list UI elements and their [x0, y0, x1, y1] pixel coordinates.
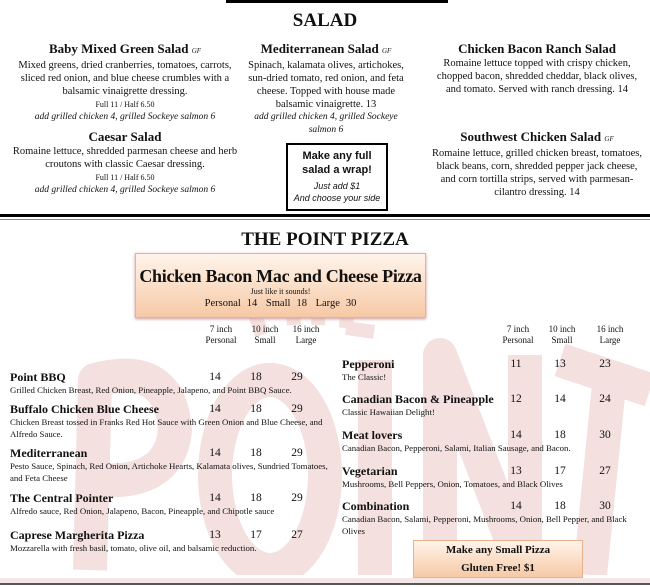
salad-item	[12, 129, 238, 197]
gf-badge: GF	[604, 135, 614, 143]
special-tagline: Just like it sounds!	[250, 287, 311, 296]
pizza-desc: Chicken Breast tossed in Franks Red Hot Sauce with Green Onion and Blue Cheese, and Alfredo Sauce.	[10, 417, 323, 439]
pizza-name: Pepperoni	[342, 357, 395, 371]
salad-item	[240, 41, 412, 137]
gluten-line1: Make any Small Pizza	[445, 544, 551, 556]
pizza-item	[342, 392, 642, 418]
pizza-price: 14	[209, 492, 221, 504]
pizza-name: Point BBQ	[10, 370, 66, 384]
size-name: Small	[254, 335, 276, 345]
pizza-price: 29	[291, 447, 303, 459]
salad-name: Baby Mixed Green Salad	[48, 41, 189, 56]
special-prices	[136, 297, 425, 310]
pizza-name: Caprese Margherita Pizza	[10, 528, 145, 542]
pizza-name: Vegetarian	[342, 464, 398, 478]
size-name: Personal	[205, 335, 237, 345]
pizza-desc: Mushrooms, Bell Peppers, Onion, Tomatoes, and Black Olives	[342, 479, 563, 489]
pizza-item	[10, 402, 335, 440]
salad-desc: Spinach, kalamata olives, artichokes, sun-dried tomato, red onion, and feta cheese. Topped with house made balsamic vinaigrette. 13	[248, 60, 404, 110]
wrap-callout	[286, 143, 388, 211]
pizza-price: 18	[250, 403, 262, 415]
salad-desc: Romaine lettuce, grilled chicken breast, tomatoes, black beans, corn, shredded pepper jack cheese, and corn tortilla strips, served with parmesan-cilantro dressing. 14	[432, 148, 642, 198]
footer-rule	[0, 583, 650, 585]
pizza-name: Canadian Bacon & Pineapple	[342, 392, 494, 406]
pizza-price: 18	[250, 492, 262, 504]
salad-name: Mediterranean Salad	[260, 41, 379, 56]
pizza-price: 14	[209, 403, 221, 415]
size-inches: 10 inch	[548, 324, 576, 334]
pizza-desc: Pesto Sauce, Spinach, Red Onion, Artichoke Hearts, Kalamata olives, Sundried Tomatoes, and Feta Cheese	[10, 461, 328, 483]
pizza-desc: The Classic!	[342, 372, 387, 382]
size-name: Small	[551, 335, 573, 345]
pizza-item	[10, 491, 335, 517]
pizza-price: 13	[510, 465, 522, 477]
pizza-price: 18	[554, 429, 566, 441]
pizza-name: Buffalo Chicken Blue Cheese	[10, 402, 160, 416]
price: 30	[345, 298, 357, 309]
size-name: Large	[295, 335, 317, 345]
size-header	[201, 324, 241, 346]
pizza-price: 18	[250, 447, 262, 459]
pizza-price: 14	[554, 393, 566, 405]
size-name: Large	[599, 335, 621, 345]
pizza-price: 17	[554, 465, 566, 477]
price: 14	[246, 298, 258, 309]
wrap-side: And choose your side	[293, 193, 381, 203]
pizza-price: 23	[599, 358, 611, 370]
pizza-price: 14	[510, 500, 522, 512]
section-divider	[0, 214, 650, 217]
pizza-heading: THE POINT PIZZA	[241, 229, 409, 250]
size-header	[245, 324, 285, 346]
pizza-price: 14	[510, 429, 522, 441]
salad-item	[432, 129, 642, 199]
wrap-title: Make any full salad a wrap!	[302, 150, 372, 176]
pizza-name: Mediterranean	[10, 446, 88, 460]
size-name: Personal	[502, 335, 534, 345]
pizza-desc: Mozzarella with fresh basil, tomato, olive oil, and balsamic reduction.	[10, 543, 257, 553]
section-divider-thin	[0, 219, 650, 220]
pizza-name: Combination	[342, 499, 410, 513]
size-header	[498, 324, 538, 346]
gluten-free-callout	[413, 540, 583, 578]
pizza-price: 14	[209, 371, 221, 383]
size-header	[286, 324, 326, 346]
size-inches: 7 inch	[506, 324, 530, 334]
pizza-price: 13	[209, 529, 221, 541]
salad-addon: add grilled chicken 4, grilled Sockeye salmon 6	[254, 112, 398, 135]
pizza-item	[342, 464, 642, 490]
pizza-desc: Grilled Chicken Breast, Red Onion, Pineapple, Jalapeno, and Point BBQ Sauce.	[10, 385, 292, 395]
size-label: Personal	[204, 298, 241, 309]
salad-name: Caesar Salad	[88, 129, 162, 144]
pizza-price: 17	[250, 529, 262, 541]
pizza-item	[10, 446, 335, 484]
price: 18	[296, 298, 307, 309]
special-pizza-banner	[135, 253, 426, 318]
size-inches: 16 inch	[596, 324, 624, 334]
size-inches: 16 inch	[292, 324, 320, 334]
size-header	[590, 324, 630, 346]
pizza-price: 27	[291, 529, 303, 541]
pizza-name: The Central Pointer	[10, 491, 114, 505]
pizza-desc: Classic Hawaiian Delight!	[342, 407, 435, 417]
wrap-price: Just add $1	[313, 181, 361, 191]
pizza-price: 18	[250, 371, 262, 383]
pizza-price: 24	[599, 393, 611, 405]
pizza-price: 18	[554, 500, 566, 512]
salad-desc: Romaine lettuce, shredded parmesan cheese and herb croutons with classic Caesar dressing.	[12, 146, 238, 170]
salad-size: Full 11 / Half 6.50	[95, 173, 155, 182]
pizza-price: 30	[599, 500, 611, 512]
pizza-item	[342, 428, 642, 454]
salad-size: Full 11 / Half 6.50	[95, 100, 155, 109]
pizza-item	[342, 499, 642, 537]
salad-heading: SALAD	[292, 10, 358, 31]
salad-name: Chicken Bacon Ranch Salad	[458, 41, 616, 56]
pizza-price: 11	[510, 358, 522, 370]
size-label: Small	[265, 298, 291, 309]
salad-addon: add grilled chicken 4, grilled Sockeye salmon 6	[34, 112, 216, 122]
pizza-price: 29	[291, 403, 303, 415]
pizza-item	[10, 370, 335, 396]
pizza-desc: Canadian Bacon, Salami, Pepperoni, Mushrooms, Onion, Bell Pepper, and Black Olives	[342, 514, 627, 536]
gf-badge: GF	[381, 47, 392, 55]
salad-desc: Romaine lettuce topped with crispy chicken, chopped bacon, shredded cheddar, black olives, and tomato. Served with ranch dressing. 14	[436, 58, 638, 95]
salad-addon: add grilled chicken 4, grilled Sockeye salmon 6	[34, 185, 216, 195]
size-inches: 7 inch	[209, 324, 233, 334]
pizza-price: 27	[599, 465, 611, 477]
pizza-price: 13	[554, 358, 566, 370]
salad-item	[432, 41, 642, 96]
pizza-price: 29	[291, 371, 303, 383]
pizza-price: 30	[599, 429, 611, 441]
salad-desc: Mixed greens, dried cranberries, tomatoes, carrots, sliced red onion, and blue cheese crumbles with a balsamic vinaigrette dressing.	[18, 60, 232, 97]
size-header	[542, 324, 582, 346]
gf-badge: GF	[191, 47, 202, 55]
salad-name: Southwest Chicken Salad	[460, 129, 602, 144]
pizza-item	[10, 528, 335, 554]
pizza-name: Meat lovers	[342, 428, 403, 442]
pizza-price: 12	[510, 393, 522, 405]
pizza-item	[342, 357, 642, 383]
size-inches: 10 inch	[251, 324, 279, 334]
pizza-price: 29	[291, 492, 303, 504]
size-label: Large	[315, 298, 340, 309]
pizza-desc: Alfredo sauce, Red Onion, Jalapeno, Bacon, Pineapple, and Chipotle sauce	[10, 506, 275, 516]
gluten-line2: Gluten Free! $1	[461, 562, 535, 574]
pizza-desc: Canadian Bacon, Pepperoni, Salami, Italian Sausage, and Bacon.	[342, 443, 571, 453]
top-rule	[226, 0, 448, 3]
special-name: Chicken Bacon Mac and Cheese Pizza	[139, 266, 422, 286]
pizza-price: 14	[209, 447, 221, 459]
salad-item	[10, 41, 240, 124]
